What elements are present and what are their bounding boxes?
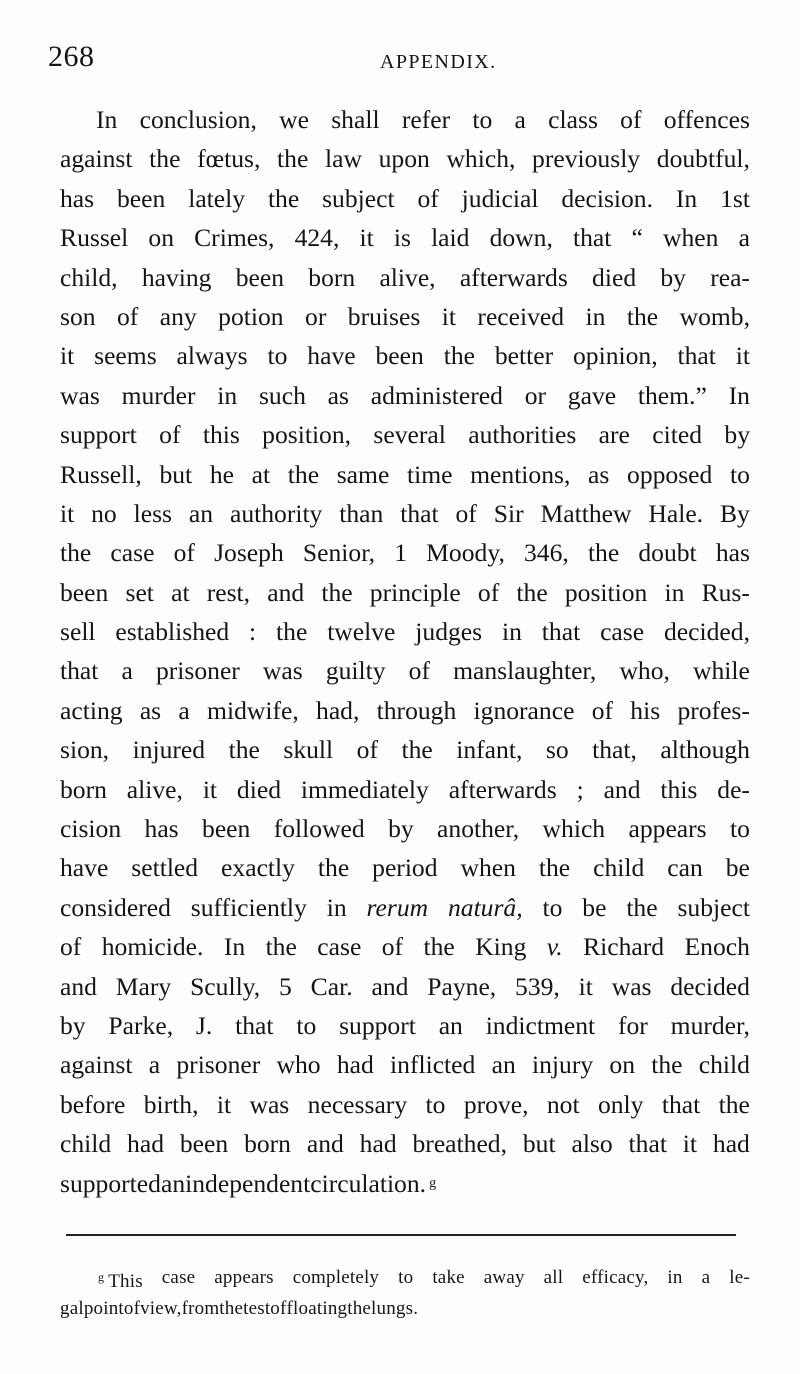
body-text-line: Russell, but he at the same time mentions, as opposed to	[60, 459, 750, 489]
body-text-line: was murder in such as administered or gave them.” In	[60, 380, 750, 410]
page-number: 268	[48, 40, 95, 73]
body-text-line: against a prisoner who had inflicted an injury on the child	[60, 1050, 750, 1080]
body-text-line: and Mary Scully, 5 Car. and Payne, 539, it was decided	[60, 971, 750, 1001]
footnote	[60, 1262, 750, 1324]
body-text-line: sell established : the twelve judges in that case decided,	[60, 617, 750, 647]
running-head: APPENDIX.	[380, 51, 497, 73]
body-paragraph	[60, 100, 750, 1203]
body-text-line: has been lately the subject of judicial decision. In 1st	[60, 183, 750, 213]
footnote-rule	[66, 1234, 736, 1236]
body-text-line: it no less an authority than that of Sir Matthew Hale. By	[60, 498, 750, 528]
footnote-text-line: gal point of view, from the test of floating the lungs.	[60, 1298, 419, 1319]
body-text-line: son of any potion or bruises it received in the womb,	[60, 301, 750, 331]
body-text-line: born alive, it died immediately afterwards ; and this de-	[60, 774, 750, 804]
body-text-line: acting as a midwife, had, through ignorance of his profes-	[60, 695, 750, 725]
body-text-line: have settled exactly the period when the child can be	[60, 853, 750, 883]
footnote-reference[interactable]: g	[429, 1175, 437, 1191]
body-text-line: In conclusion, we shall refer to a class of offences	[96, 105, 750, 134]
footnote-marker: g	[98, 1270, 105, 1284]
page-header	[48, 40, 760, 80]
body-text-line: by Parke, J. that to support an indictment for murder,	[60, 1010, 750, 1040]
body-text-line: before birth, it was necessary to prove, not only that the	[60, 1089, 750, 1119]
body-text-line: it seems always to have been the better opinion, that it	[60, 341, 750, 371]
body-text-line: support of this position, several authorities are cited by	[60, 420, 750, 450]
body-text-line: cision has been followed by another, which appears to	[60, 814, 750, 844]
footnote-text-line: $^g$ This case appears completely to take away all efficacy, in a le-	[98, 1267, 750, 1292]
body-text-line: supported an independent circulation. g	[60, 1164, 750, 1203]
body-text-line: been set at rest, and the principle of the position in Rus-	[60, 577, 750, 607]
body-text-line: that a prisoner was guilty of manslaughter, who, while	[60, 656, 750, 686]
body-text-line: against the fœtus, the law upon which, previously doubtful,	[60, 144, 750, 174]
body-text-line: of homicide. In the case of the King v. Richard Enoch	[60, 932, 750, 962]
body-text-line: child, having been born alive, afterwards died by rea-	[60, 262, 750, 292]
body-text-line: child had been born and had breathed, but also that it had	[60, 1129, 750, 1159]
body-text-line: Russel on Crimes, 424, it is laid down, that “ when a	[60, 223, 750, 253]
body-text-line: the case of Joseph Senior, 1 Moody, 346, the doubt has	[60, 538, 750, 568]
body-text-line: sion, injured the skull of the infant, so that, although	[60, 735, 750, 765]
body-text-line: considered sufficiently in rerum naturâ, to be the subject	[60, 892, 750, 922]
